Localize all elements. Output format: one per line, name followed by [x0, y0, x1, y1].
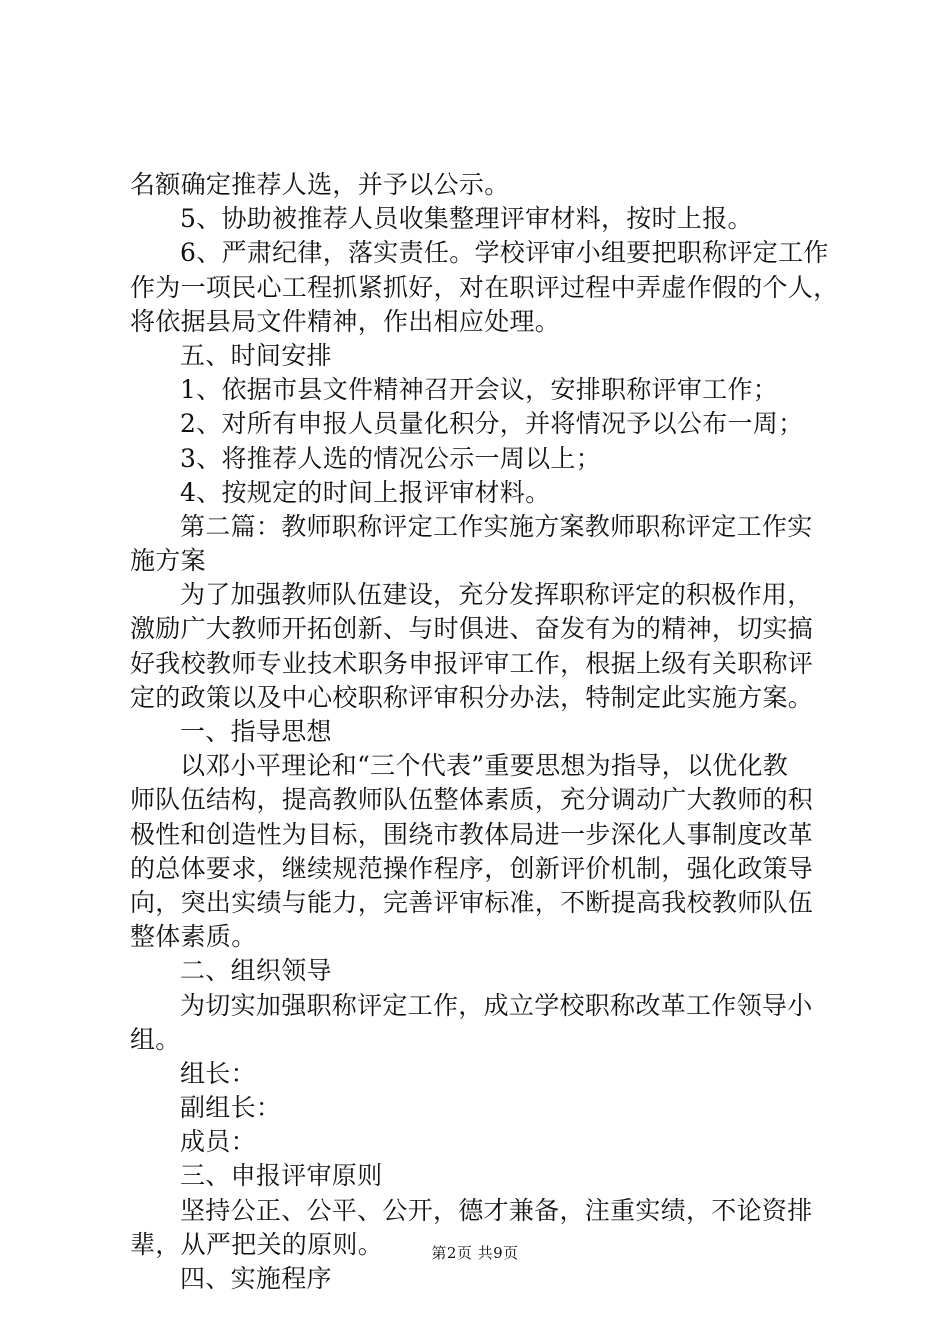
text-line: 的总体要求，继续规范操作程序，创新评价机制，强化政策导 [130, 853, 814, 883]
text-line: 1、依据市县文件精神召开会议，安排职称评审工作； [180, 375, 779, 405]
text-line: 将依据县局文件精神，作出相应处理。 [130, 306, 561, 336]
text-line: 以邓小平理论和“三个代表”重要思想为指导，以优化教 [180, 751, 789, 781]
text-line: 坚持公正、公平、公开，德才兼备，注重实绩，不论资排 [180, 1195, 813, 1225]
chapter-title: 第二篇：教师职称评定工作实施方案教师职称评定工作实 [180, 511, 813, 541]
text-line: 4、按规定的时间上报评审材料。 [180, 477, 551, 507]
text-line: 2、对所有申报人员量化积分，并将情况予以公布一周； [180, 409, 804, 439]
text-line: 3、将推荐人选的情况公示一周以上； [180, 443, 602, 473]
text-line: 好我校教师专业技术职务申报评审工作，根据上级有关职称评 [130, 648, 814, 678]
text-line: 极性和创造性为目标，围绕市教体局进一步深化人事制度改革 [130, 819, 814, 849]
section-heading: 一、指导思想 [180, 717, 332, 746]
text-line: 激励广大教师开拓创新、与时俱进、奋发有为的精神，切实搞 [130, 614, 814, 644]
text-line: 师队伍结构，提高教师队伍整体素质，充分调动广大教师的积 [130, 785, 814, 815]
text-line: 组长： [180, 1058, 256, 1088]
text-line: 名额确定推荐人选，并予以公示。 [130, 170, 510, 199]
text-line: 辈，从严把关的原则。 [130, 1229, 384, 1259]
text-line: 副组长： [180, 1093, 282, 1123]
section-heading: 四、实施程序 [180, 1264, 332, 1293]
text-line: 为了加强教师队伍建设，充分发挥职称评定的积极作用， [180, 580, 813, 610]
text-line: 向，突出实绩与能力，完善评审标准，不断提高我校教师队伍 [130, 887, 814, 917]
section-heading: 二、组织领导 [180, 956, 332, 986]
text-line: 作为一项民心工程抓紧抓好，对在职评过程中弄虚作假的个人， [130, 272, 839, 302]
chapter-title-continued: 施方案 [130, 546, 206, 576]
section-heading: 三、申报评审原则 [180, 1161, 383, 1191]
section-heading: 五、时间安排 [180, 340, 332, 370]
page-footer: 第2页 共9页 [431, 1244, 519, 1262]
text-line: 5、协助被推荐人员收集整理评审材料，按时上报。 [180, 204, 753, 234]
text-line: 组。 [130, 1024, 181, 1054]
text-line: 整体素质。 [130, 922, 257, 952]
text-line: 为切实加强职称评定工作，成立学校职称改革工作领导小 [180, 990, 813, 1020]
text-line: 定的政策以及中心校职称评审积分办法，特制定此实施方案。 [130, 682, 814, 712]
document-body [130, 168, 839, 1296]
text-line: 成员： [180, 1127, 256, 1157]
text-line: 6、严肃纪律，落实责任。学校评审小组要把职称评定工作 [180, 238, 829, 268]
